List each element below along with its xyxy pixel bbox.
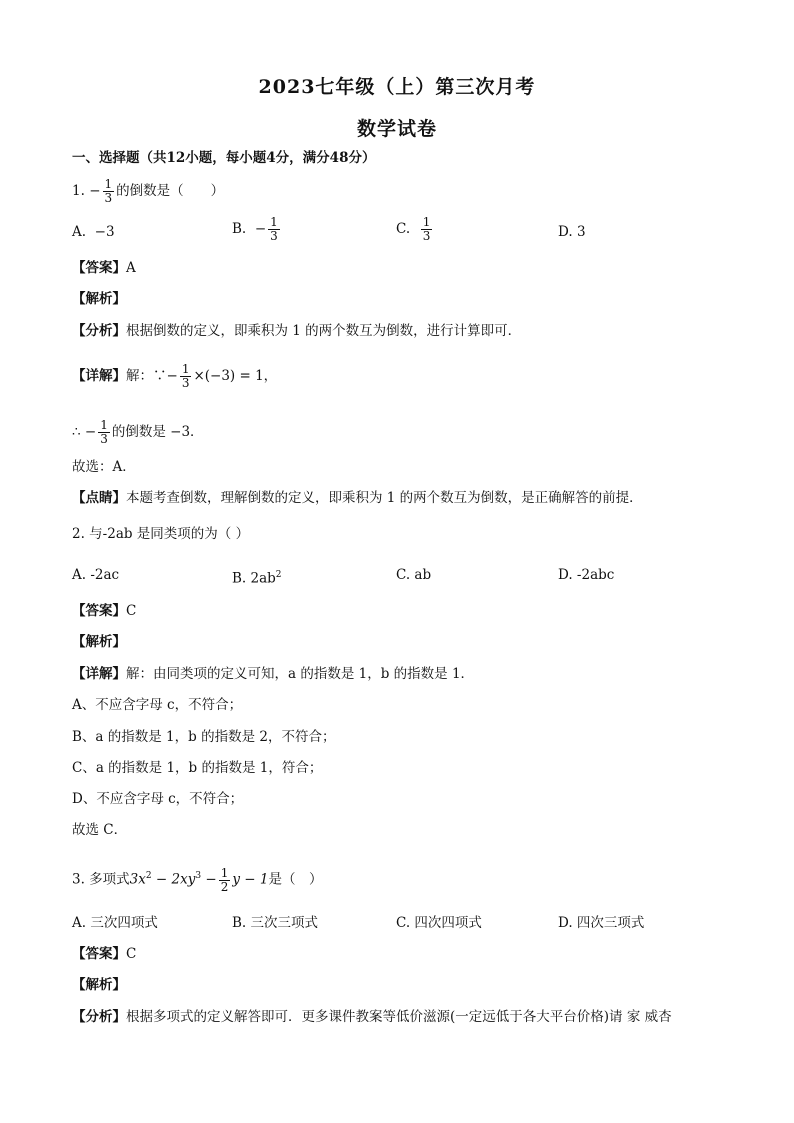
q1-fenxi: 【分析】根据倒数的定义，即乘积为 1 的两个数互为倒数，进行计算即可．	[72, 323, 522, 339]
q2-line-a: A、不应含字母 c，不符合；	[72, 697, 243, 713]
exam-title: 2023七年级（上）第三次月考	[258, 76, 536, 98]
q2-analysis-tag: 【解析】	[72, 634, 126, 650]
q2-line-d: D、不应含字母 c，不符合；	[72, 791, 244, 807]
q1-therefore: ∴ − $\frac{1}{3}$ 的倒数是 −3．	[72, 418, 204, 446]
q2-option-c: C. ab	[396, 567, 432, 583]
question-stem: 的倒数是（ ）	[116, 183, 225, 199]
answer-value: A	[126, 260, 136, 276]
q1-option-a: A. −3	[72, 224, 115, 240]
frac-sign: −	[89, 183, 101, 199]
q1-xiangjie: 【详解】解：∵− $\frac{1}{3}$ ×(−3) = 1，	[72, 362, 278, 390]
q2-option-d: D. -2abc	[558, 567, 615, 583]
exam-subtitle: 数学试卷	[356, 118, 437, 140]
q2-answer: 【答案】C	[72, 603, 137, 619]
q3-option-c: C. 四次四项式	[396, 915, 482, 931]
q1-dianjing: 【点睛】本题考查倒数，理解倒数的定义，即乘积为 1 的两个数互为倒数，是正确解答的前提．	[72, 490, 643, 506]
q2-line-b: B、a 的指数是 1，b 的指数是 2，不符合；	[72, 729, 336, 745]
q2-line-c: C、a 的指数是 1，b 的指数是 1，符合；	[72, 760, 323, 776]
q2-choose: 故选 C．	[72, 822, 128, 838]
q1-option-b: B. − $\frac{1}{3}$	[232, 215, 278, 243]
q2-option-b: B. $2ab^2$	[232, 570, 282, 587]
q1-analysis-tag: 【解析】	[72, 291, 126, 307]
q1-answer	[72, 258, 136, 278]
q3-option-d: D. 四次三项式	[558, 915, 645, 931]
q3-option-a: A. 三次四项式	[72, 915, 158, 931]
fraction: $\frac{1}{3}$	[104, 177, 113, 205]
section-heading: 一、选择题（共12小题，每小题4分，满分48分）	[72, 150, 376, 166]
q3-option-b: B. 三次三项式	[232, 915, 319, 931]
question-3: 3. 多项式$3x^2 - 2xy^3$ − $\frac{1}{2}$ y − 1是（ ）	[72, 865, 323, 894]
question-number: 1.	[72, 183, 85, 199]
q3-fenxi: 【分析】根据多项式的定义解答即可．更多课件教案等低价滋源(一定远低于各大平台价格)请 家 威杏	[72, 1009, 672, 1025]
question-2: 2. 与-2ab 是同类项的为（ ）	[72, 526, 250, 542]
q1-option-c: C. $\frac{1}{3}$	[396, 215, 431, 243]
q1-choose: 故选：A．	[72, 459, 136, 475]
answer-tag: 【答案】	[72, 260, 126, 276]
q2-option-a: A. -2ac	[72, 567, 120, 583]
q1-option-d: D. 3	[558, 224, 586, 240]
question-1	[72, 178, 224, 205]
q2-xiangjie: 【详解】解：由同类项的定义可知，a 的指数是 1，b 的指数是 1．	[72, 666, 475, 682]
q3-answer: 【答案】C	[72, 946, 137, 962]
q3-analysis-tag: 【解析】	[72, 977, 126, 993]
